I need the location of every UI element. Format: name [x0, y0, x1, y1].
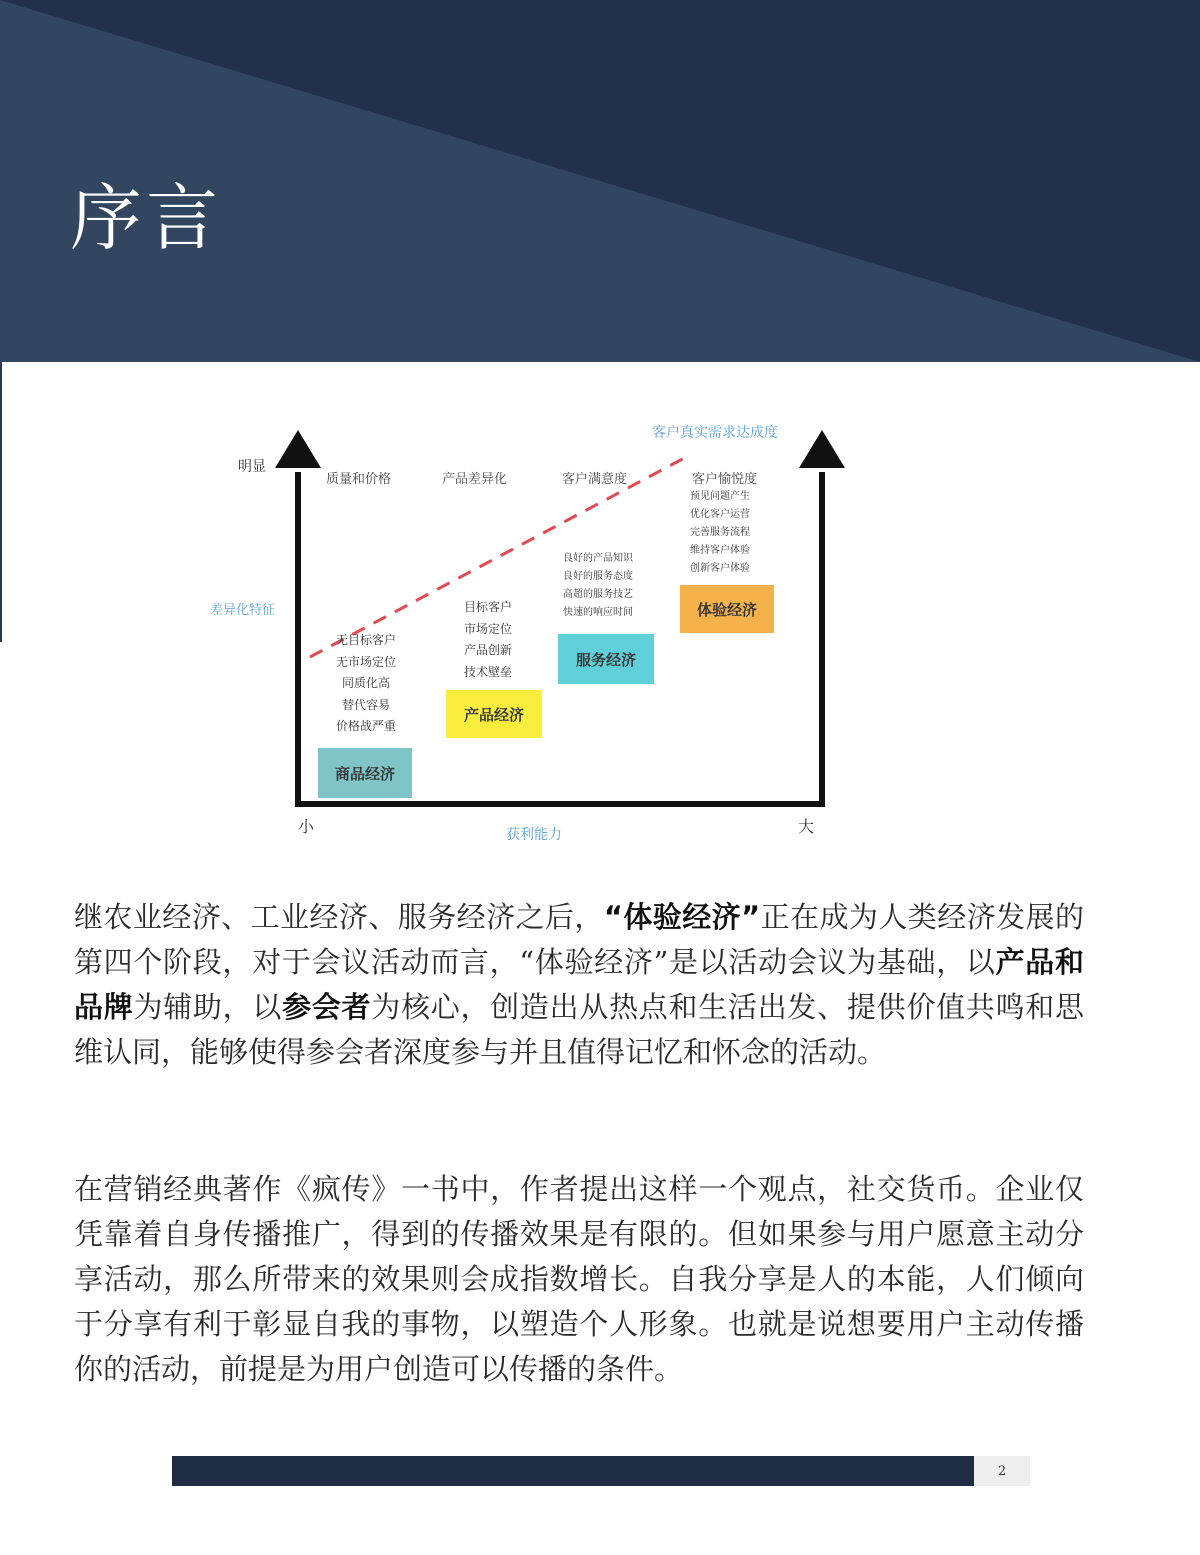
- stage-box-service: 服务经济: [558, 634, 654, 684]
- y-axis-arrow-right: [799, 430, 845, 468]
- feature-list: 良好的产品知识 良好的服务态度 高超的服务技艺 快速的响应时间: [563, 553, 633, 618]
- axis-label-small: 小: [298, 817, 315, 836]
- feature-list: 目标客户 市场定位 产品创新 技术壁垒: [463, 600, 512, 679]
- emphasis-attendees: 参会者: [282, 990, 372, 1024]
- axis-label-differentiation: 差异化特征: [210, 603, 276, 618]
- axis-label-large: 大: [798, 817, 815, 836]
- column-title: 客户满意度: [562, 472, 628, 487]
- y-axis-arrow-left: [275, 430, 321, 468]
- column-title: 质量和价格: [326, 472, 392, 487]
- page-title: 序言: [70, 176, 223, 260]
- left-edge-rule: [0, 362, 2, 642]
- column-title: 客户愉悦度: [692, 472, 758, 487]
- axis-label-obvious: 明显: [238, 459, 266, 475]
- feature-list: 无目标客户 无市场定位 同质化高 替代容易 价格战严重: [335, 633, 396, 733]
- axis-label-profitability: 获利能力: [506, 827, 562, 843]
- page-number: 2: [974, 1456, 1030, 1486]
- axis-label-demand-fulfillment: 客户真实需求达成度: [652, 425, 778, 441]
- economy-stage-diagram: [200, 412, 860, 852]
- footer-bar: [172, 1456, 974, 1486]
- paragraph-social-currency: 在营销经典著作《疯传》一书中，作者提出这样一个观点，社交货币。企业仅凭靠着自身传播推广，得到的传播效果是有限的。但如果参与用户愿意主动分享活动，那么所带来的效果则会成指数增长。自我分享是人的本能，人们倾向于分享有利于彰显自我的事物，以塑造个人形象。也就是说想要用户主动传播你的活动，前提是为用户创造可以传播的条件。: [74, 1172, 1084, 1386]
- paragraph-experience-economy: 继农业经济、工业经济、服务经济之后，“体验经济”正在成为人类经济发展的第四个阶段，对于会议活动而言，“体验经济”是以活动会议为基础，以产品和品牌为辅助，以参会者为核心，创造出从热点和生活出发、提供价值共鸣和思维认同，能够使得参会者深度参与并且值得记忆和怀念的活动。: [74, 900, 1084, 1069]
- column-title: 产品差异化: [442, 472, 508, 487]
- stage-box-experience: 体验经济: [680, 585, 774, 633]
- emphasis-experience-economy: “体验经济”: [603, 900, 761, 934]
- emphasis-product-brand: 产品和品牌: [74, 945, 1084, 1024]
- stage-box-commodity: 商品经济: [318, 748, 412, 798]
- header-banner: [0, 0, 1200, 362]
- stage-box-product: 产品经济: [446, 690, 542, 738]
- feature-list: 预见问题产生 优化客户运营 完善服务流程 维持客户体验 创新客户体验: [690, 491, 750, 574]
